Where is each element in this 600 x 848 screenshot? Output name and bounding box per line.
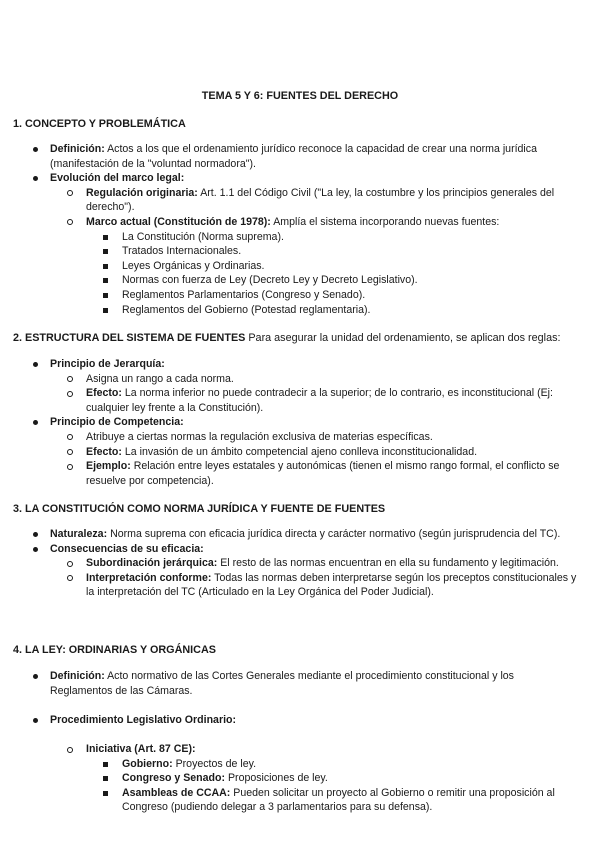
circle-bullet-icon (67, 391, 73, 397)
circle-bullet-icon (67, 219, 73, 225)
list-item: La Constitución (Norma suprema). (0, 230, 578, 245)
list-item: Atribuye a ciertas normas la regulación exclusiva de materias específicas. (0, 430, 578, 445)
list-item: Gobierno: Proyectos de ley. (0, 757, 578, 772)
circle-bullet-icon (67, 575, 73, 581)
section-3-list (0, 527, 600, 600)
bullet-icon (33, 147, 38, 152)
list-item: Asigna un rango a cada norma. (0, 372, 578, 387)
page-title: TEMA 5 Y 6: FUENTES DEL DERECHO (201, 90, 399, 102)
square-bullet-icon (103, 278, 108, 283)
bullet-icon (33, 718, 38, 723)
bullet-icon (33, 176, 38, 181)
list-item: Asambleas de CCAA: Pueden solicitar un proyecto al Gobierno o remitir una proposición al Congreso (pudiendo delegar a 3 parlamentarios para su defensa). (0, 786, 578, 815)
list-item: Leyes Orgánicas y Ordinarias. (0, 259, 578, 274)
circle-bullet-icon (67, 376, 73, 382)
circle-bullet-icon (67, 449, 73, 455)
list-item: Evolución del marco legal: (0, 171, 578, 186)
list-item: Reglamentos del Gobierno (Potestad reglamentaria). (0, 303, 578, 318)
list-item: Tratados Internacionales. (0, 244, 578, 259)
circle-bullet-icon (67, 747, 73, 753)
list-item: Ejemplo: Relación entre leyes estatales y autonómicas (tienen el mismo rango formal, el conflicto se resuelve por competencia). (0, 459, 578, 488)
bullet-icon (33, 420, 38, 425)
section-4-heading: 4. LA LEY: ORDINARIAS Y ORGÁNICAS (13, 644, 216, 656)
square-bullet-icon (103, 293, 108, 298)
square-bullet-icon (103, 235, 108, 240)
list-item: Regulación originaria: Art. 1.1 del Código Civil ("La ley, la costumbre y los principios generales del derecho"). (0, 186, 578, 215)
section-2-heading: 2. ESTRUCTURA DEL SISTEMA DE FUENTES Para asegurar la unidad del ordenamiento, se aplican dos reglas: (13, 332, 561, 344)
list-item: Definición: Acto normativo de las Cortes Generales mediante el procedimiento constitucional y los Reglamentos de las Cámaras. (0, 669, 578, 698)
square-bullet-icon (103, 762, 108, 767)
section-1-list (0, 142, 600, 317)
list-item: Definición: Actos a los que el ordenamiento jurídico reconoce la capacidad de crear una norma jurídica (manifestación de la "voluntad normadora"). (0, 142, 578, 171)
circle-bullet-icon (67, 434, 73, 440)
list-item: Normas con fuerza de Ley (Decreto Ley y Decreto Legislativo). (0, 273, 578, 288)
list-item: Congreso y Senado: Proposiciones de ley. (0, 771, 578, 786)
list-item: Interpretación conforme: Todas las normas deben interpretarse según los preceptos constitucionales y la interpretación del TC (Articulado en la Ley Orgánica del Poder Judicial). (0, 571, 578, 600)
bullet-icon (33, 547, 38, 552)
bullet-icon (33, 674, 38, 679)
bullet-icon (33, 532, 38, 537)
list-item: Efecto: La norma inferior no puede contradecir a la superior; de lo contrario, es inconstitucional (Ej: cualquier ley frente a la Constitución). (0, 386, 578, 415)
section-4-procedure (0, 713, 600, 728)
bullet-icon (33, 362, 38, 367)
section-1-heading: 1. CONCEPTO Y PROBLEMÁTICA (13, 118, 186, 130)
circle-bullet-icon (67, 464, 73, 470)
section-3-heading: 3. LA CONSTITUCIÓN COMO NORMA JURÍDICA Y FUENTE DE FUENTES (13, 503, 386, 515)
section-4-definition (0, 669, 600, 698)
list-item: Principio de Competencia: (0, 415, 578, 430)
list-item: Iniciativa (Art. 87 CE): (0, 742, 578, 757)
list-item: Procedimiento Legislativo Ordinario: (0, 713, 578, 728)
list-item: Consecuencias de su eficacia: (0, 542, 578, 557)
square-bullet-icon (103, 264, 108, 269)
list-item: Subordinación jerárquica: El resto de las normas encuentran en ella su fundamento y legitimación. (0, 556, 578, 571)
square-bullet-icon (103, 776, 108, 781)
square-bullet-icon (103, 249, 108, 254)
list-item: Marco actual (Constitución de 1978): Amplía el sistema incorporando nuevas fuentes: (0, 215, 578, 230)
square-bullet-icon (103, 791, 108, 796)
square-bullet-icon (103, 308, 108, 313)
list-item: Naturaleza: Norma suprema con eficacia jurídica directa y carácter normativo (según jurisprudencia del TC). (0, 527, 578, 542)
circle-bullet-icon (67, 190, 73, 196)
list-item: Principio de Jerarquía: (0, 357, 578, 372)
list-item: Efecto: La invasión de un ámbito competencial ajeno conlleva inconstitucionalidad. (0, 445, 578, 460)
section-4-initiative (0, 742, 600, 815)
list-item: Reglamentos Parlamentarios (Congreso y Senado). (0, 288, 578, 303)
circle-bullet-icon (67, 561, 73, 567)
section-2-list (0, 357, 600, 488)
